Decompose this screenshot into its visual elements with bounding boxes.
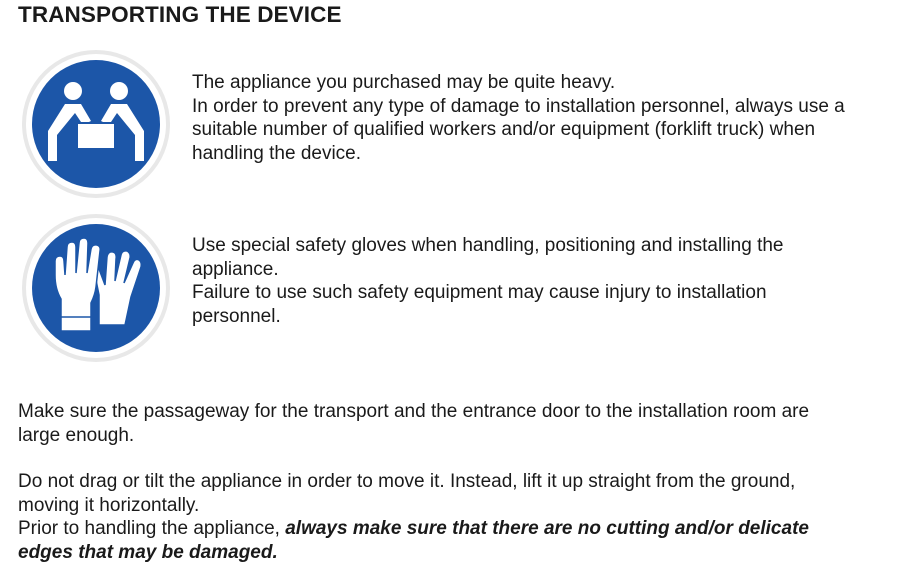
text-line: Make sure the passageway for the transport and the entrance door to the installation room are	[18, 401, 810, 422]
text-line: Failure to use such safety equipment may cause injury to installation	[192, 282, 767, 303]
prior-handling-line	[18, 517, 888, 541]
two-person-lift-icon	[21, 49, 171, 199]
gloves-warning-text	[192, 234, 784, 328]
text-line: large enough.	[18, 424, 135, 446]
prior-emphasis-text-2: edges that may be damaged.	[18, 541, 278, 563]
text-line: Use special safety gloves when handling, positioning and installing the	[192, 235, 784, 256]
safety-gloves-icon	[21, 213, 171, 363]
text-line: Do not drag or tilt the appliance in order to move it. Instead, lift it up straight from the ground,	[18, 471, 796, 492]
text-line: In order to prevent any type of damage to installation personnel, always use a	[192, 95, 845, 117]
text-line: personnel.	[192, 305, 281, 327]
prior-emphasis-text: always make sure that there are no cutting and/or delicate	[285, 518, 809, 539]
passageway-paragraph	[18, 400, 888, 447]
text-line: handling the device.	[192, 142, 362, 164]
text-line: suitable number of qualified workers and/or equipment (forklift truck) when	[192, 119, 816, 140]
page-title: TRANSPORTING THE DEVICE	[18, 2, 342, 27]
lifting-paragraph	[18, 470, 888, 564]
text-line: appliance.	[192, 258, 279, 280]
text-line: moving it horizontally.	[18, 494, 200, 516]
text-line: The appliance you purchased may be quite heavy.	[192, 72, 616, 93]
prior-plain-text: Prior to handling the appliance,	[18, 518, 286, 539]
lifting-warning-text	[192, 71, 845, 165]
